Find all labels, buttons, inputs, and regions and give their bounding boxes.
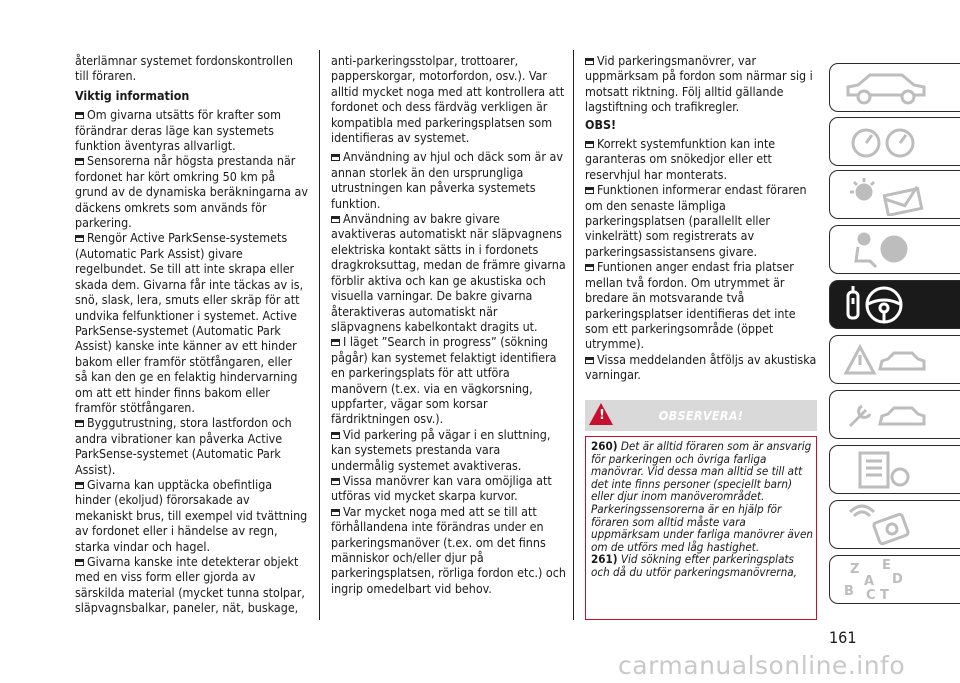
dashboard-icon — [836, 121, 936, 163]
bullet-marker-icon — [75, 235, 84, 242]
tab-emergency[interactable] — [829, 335, 960, 384]
light-envelope-icon — [836, 174, 936, 216]
multimedia-icon — [836, 504, 936, 546]
bullet-item: Vissa meddelanden åtföljs av akustiska varningar. — [585, 351, 817, 383]
bullet-item: Korrekt systemfunktion kan inte garanteras om snökedjor eller ett reservhjul har monterats. — [585, 136, 776, 182]
tab-index[interactable] — [829, 555, 960, 604]
svg-text:C: C — [866, 588, 876, 601]
tab-dashboard[interactable] — [829, 117, 960, 166]
bullet-item: Funtionen anger endast fria platser mellan två fordon. Om utrymmet är bredare än motsvarande två parkeringsplatser identifieras det inte som ett parkeringsområde (öppet utrymme). — [585, 259, 796, 352]
svg-text:A: A — [864, 574, 875, 589]
bullet-item: Givarna kanske inte detekterar objekt med en viss form eller gjorda av särskilda material (mycket tunna stolpar, släpvagnsbalkar, paneler, nät, buskage, — [75, 554, 305, 616]
column-divider-1 — [319, 50, 320, 620]
bullet-marker-icon — [75, 559, 84, 566]
page-number: 161 — [829, 628, 857, 647]
key-steering-wheel-icon — [836, 284, 936, 326]
paragraph: återlämnar systemet fordonskontrollen till föraren. — [75, 53, 293, 84]
section-heading: OBS! — [585, 116, 617, 132]
bullet-item: Vid parkering på vägar i en sluttning, kan systemets prestanda vara undermålig systemet avaktiveras. — [331, 426, 551, 473]
warning-item-260: 260) Det är alltid föraren som är ansvarig för parkeringen och övriga farliga manövrar. Vid dessa man alltid se till att det inte finns personer (speciellt barn) eller djur inom manöverområdet. Parkeringssensorerna är en hjälp för föraren som alltid måste vara uppmärksam under farliga manövrer även om de utförs med låg hastighet. — [591, 439, 813, 554]
bullet-marker-icon — [331, 154, 340, 161]
bullet-item: Rengör Active ParkSense-systemets (Automatic Park Assist) givare regelbundet. Se till att inte skrapa eller skada dem. Givarna får inte täckas av is, snö, slask, lera, smuts eller skräp för att undvika felfunktioner i systemet. Active ParkSense-systemet (Automatic Park Assist) kanske inte känner av ett hinder bakom eller framför stötfångaren, eller så kan den ge en felaktig hindervarning om att ett hinder finns bakom eller framför stötfångaren. — [75, 230, 304, 415]
bullet-marker-icon — [585, 264, 594, 271]
bullet-marker-icon — [331, 432, 340, 439]
bullet-item: Om givarna utsätts för krafter som förändrar deras läge kan systemets funktion äventyras allvarligt. — [75, 107, 281, 154]
wrench-car-icon — [836, 394, 936, 436]
bullet-item: Givarna kan upptäcka obefintliga hinder (ekoljud) förorsakade av mekaniskt brus, till exempel vid tvättning av fordonet eller i händelse av regn, starka vindar och hagel. — [75, 476, 308, 554]
bullet-marker-icon — [75, 482, 84, 489]
airbag-icon — [836, 229, 936, 271]
bullet-marker-icon — [585, 357, 594, 364]
car-icon — [836, 67, 936, 109]
bullet-item: Användning av bakre givare avaktiveras automatiskt när släpvagnens elektriska kontakt sätts in i fordonets dragkroksuttag, medan de främre givarna förblir aktiva och kan ge akustiska och visuella varningar. De bakre givarna återaktiveras automatiskt när släpvagnens kabelkontakt dragits ut. — [331, 211, 566, 334]
bullet-marker-icon — [331, 339, 340, 346]
tab-safety[interactable] — [829, 225, 960, 274]
tab-car[interactable] — [829, 63, 960, 112]
bullet-marker-icon — [331, 478, 340, 485]
bullet-item: Byggutrustning, stora lastfordon och andra vibrationer kan påverka Active ParkSense-systemet (Automatic Park Assist). — [75, 415, 292, 477]
specs-list-icon — [836, 449, 936, 491]
warning-item-261: 261) Vid sökning efter parkeringsplats och då du utför parkeringsmanövrerna, — [591, 552, 797, 579]
text-column-1 — [75, 53, 308, 616]
text-column-3 — [585, 53, 817, 383]
bullet-marker-icon — [331, 216, 340, 223]
watermark: carmanualsonline.info — [618, 651, 906, 680]
bullet-marker-icon — [331, 509, 340, 516]
warning-title: OBSERVERA! — [658, 408, 744, 423]
paragraph: anti-parkeringsstolpar, trottoarer, papperskorgar, motorfordon, osv.). Var alltid mycket noga med att kontrollera att fordonet och dess färdväg verkligen är kompatibla med parkeringsplatsen som identifieras av systemet. — [331, 53, 565, 146]
section-heading: Viktig information — [75, 87, 190, 103]
bullet-item: I läget ”Search in progress” (sökning pågår) kan systemet felaktigt identifiera en parkeringsplats för att utföra manövern (t.ex. via en vägkorsning, uppfarter, vägar som korsar färdriktningen osv.). — [331, 334, 557, 427]
bullet-item: Användning av hjul och däck som är av annan storlek än den ursprungliga utrustningen kan påverka systemets funktion. — [331, 149, 563, 211]
tab-technical-data[interactable] — [829, 445, 960, 494]
svg-text:B: B — [844, 584, 854, 599]
svg-text:Z: Z — [850, 562, 860, 577]
bullet-item: Sensorerna når högsta prestanda när fordonet har kört omkring 50 km på grund av de dynamiska beräkningarna av däckens omkrets som används för parkering. — [75, 153, 308, 231]
warning-triangle-car-icon — [836, 339, 936, 381]
bullet-item: Vid parkeringsmanövrer, var uppmärksam på fordon som närmar sig i motsatt riktning. Följ alltid gällande lagstiftning och trafikregler. — [585, 53, 813, 115]
svg-text:D: D — [892, 572, 903, 587]
text-column-2 — [331, 53, 567, 596]
column-divider-2 — [573, 50, 574, 620]
warning-header: ! OBSERVERA! — [585, 400, 817, 431]
bullet-marker-icon — [585, 58, 594, 65]
bullet-item: Funktionen informerar endast föraren om den senaste lämpliga parkeringsplatsen (parallellt eller vinkelrätt) som registrerats av parkeringsassistansens givare. — [585, 182, 807, 259]
tab-maintenance[interactable] — [829, 390, 960, 439]
bullet-marker-icon — [75, 420, 84, 427]
tab-multimedia[interactable] — [829, 500, 960, 549]
bullet-marker-icon — [585, 187, 594, 194]
warning-text — [591, 440, 813, 579]
bullet-marker-icon — [585, 141, 594, 148]
tab-lights[interactable] — [829, 170, 960, 219]
bullet-marker-icon — [75, 158, 84, 165]
bullet-marker-icon — [75, 112, 84, 119]
alphabet-index-icon — [836, 559, 936, 601]
svg-text:E: E — [882, 559, 891, 573]
bullet-item: Vissa manövrer kan vara omöjliga att utföras vid mycket skarpa kurvor. — [331, 472, 552, 504]
svg-text:T: T — [880, 588, 889, 601]
bullet-item: Var mycket noga med att se till att förhållandena inte förändras under en parkeringsmanöver (t.ex. om det finns människor och/eller djur på parkeringsplatsen, rörliga fordon etc.) och ingrip omedelbart vid behov. — [331, 503, 566, 596]
tab-starting-driving[interactable] — [829, 280, 960, 329]
